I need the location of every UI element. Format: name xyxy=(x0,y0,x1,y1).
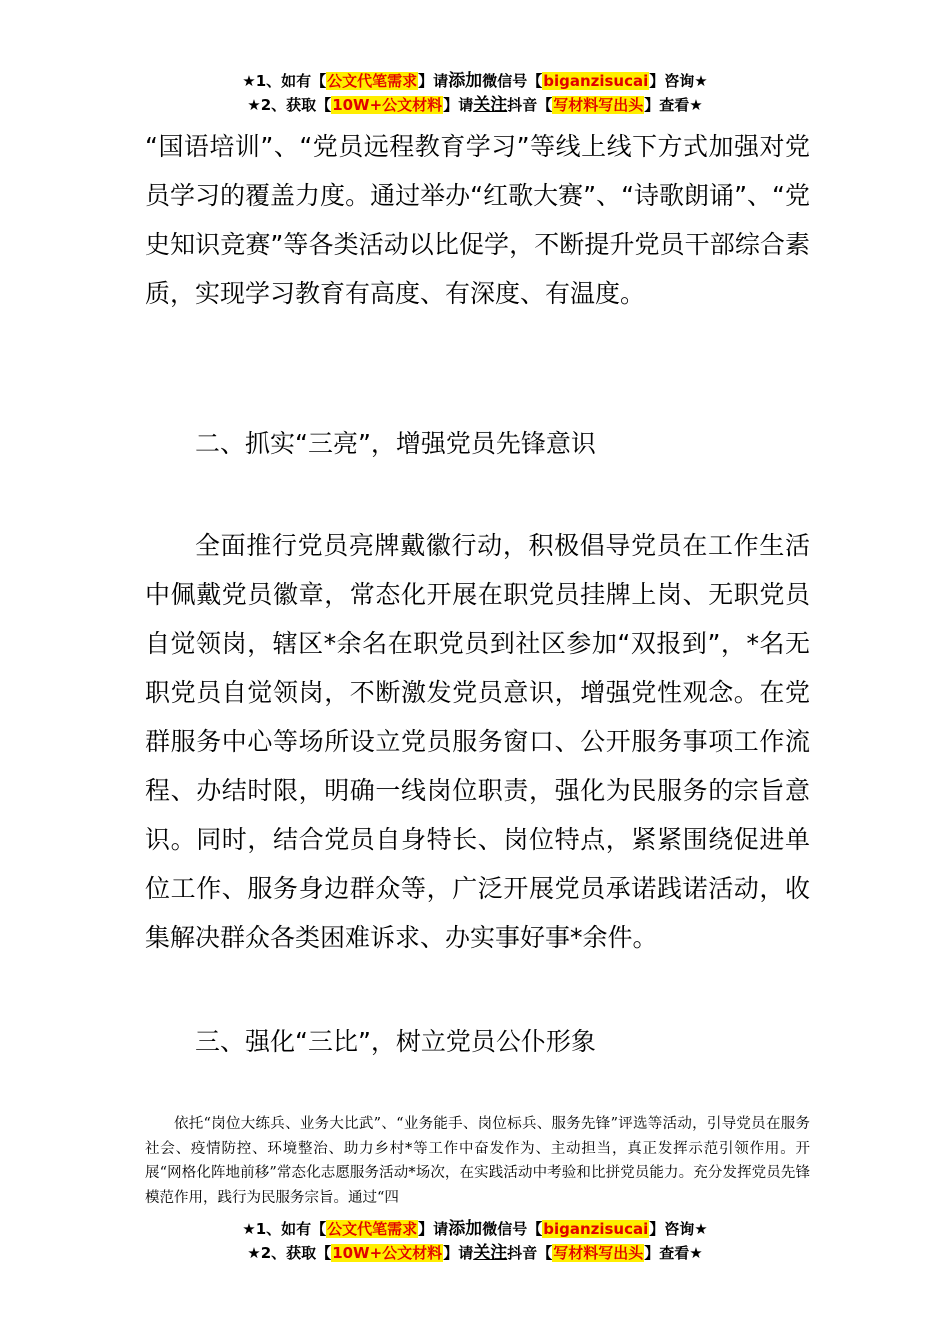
promo-emphasis: 添加 xyxy=(448,1219,483,1239)
promo-text: 抖音【 xyxy=(507,1244,553,1262)
section-heading-3: 三、强化“三比”，树立党员公仆形象 xyxy=(195,1027,596,1056)
promo-text: ★1、如有【 xyxy=(242,1220,327,1238)
promo-highlight: 10W+公文材料 xyxy=(332,96,443,114)
promo-text: 】请 xyxy=(443,96,474,114)
promo-line-2 xyxy=(0,94,950,118)
promo-highlight: 公文代笔需求 xyxy=(327,72,418,90)
promo-text: ★2、获取【 xyxy=(247,96,332,114)
promo-text: ★1、如有【 xyxy=(242,72,327,90)
promo-text: 】请 xyxy=(418,72,449,90)
promo-banner-top xyxy=(0,70,950,118)
promo-text: 】请 xyxy=(443,1244,474,1262)
promo-line-1 xyxy=(0,1218,950,1242)
promo-text: 】咨询★ xyxy=(649,72,708,90)
promo-text: 】请 xyxy=(418,1220,449,1238)
promo-line-2 xyxy=(0,1242,950,1266)
promo-highlight: 10W+公文材料 xyxy=(332,1244,443,1262)
promo-text: 微信号【 xyxy=(482,72,543,90)
promo-text: ★2、获取【 xyxy=(247,1244,332,1262)
promo-highlight: 写材料写出头 xyxy=(553,1244,644,1262)
promo-highlight: 公文代笔需求 xyxy=(327,1220,418,1238)
body-paragraph-1: “国语培训”、“党员远程教育学习”等线上线下方式加强对党员学习的覆盖力度。通过举办“红歌大赛”、“诗歌朗诵”、“党史知识竞赛”等各类活动以比促学，不断提升党员干部综合素质，实现学习教育有高度、有深度、有温度。 xyxy=(145,132,810,308)
promo-wechat-id: biganzisucai xyxy=(543,72,649,90)
section-heading-2: 二、抓实“三亮”，增强党员先锋意识 xyxy=(195,429,596,458)
promo-emphasis: 添加 xyxy=(448,71,483,91)
promo-emphasis: 关注 xyxy=(473,1243,508,1263)
promo-text: 】查看★ xyxy=(644,1244,703,1262)
body-paragraph-3: 依托“岗位大练兵、业务大比武”、“业务能手、岗位标兵、服务先锋”评选等活动，引导党员在服务社会、疫情防控、环境整治、助力乡村*等工作中奋发作为、主动担当，真正发挥示范引领作用。开展“网格化阵地前移”常态化志愿服务活动*场次，在实践活动中考验和比拼党员能力。充分发挥党员先锋模范作用，践行为民服务宗旨。通过“四 xyxy=(145,1116,810,1206)
promo-text: 】查看★ xyxy=(644,96,703,114)
body-paragraph-2: 全面推行党员亮牌戴徽行动，积极倡导党员在工作生活中佩戴党员徽章，常态化开展在职党员挂牌上岗、无职党员自觉领岗，辖区*余名在职党员到社区参加“双报到”，*名无职党员自觉领岗，不断激发党员意识，增强党性观念。在党群服务中心等场所设立党员服务窗口、公开服务事项工作流程、办结时限，明确一线岗位职责，强化为民服务的宗旨意识。同时，结合党员自身特长、岗位特点，紧紧围绕促进单位工作、服务身边群众等，广泛开展党员承诺践诺活动，收集解决群众各类困难诉求、办实事好事*余件。 xyxy=(145,531,810,952)
promo-text: 微信号【 xyxy=(482,1220,543,1238)
promo-wechat-id: biganzisucai xyxy=(543,1220,649,1238)
promo-text: 抖音【 xyxy=(507,96,553,114)
promo-banner-bottom xyxy=(0,1218,950,1266)
promo-text: 】咨询★ xyxy=(649,1220,708,1238)
promo-line-1 xyxy=(0,70,950,94)
promo-highlight: 写材料写出头 xyxy=(553,96,644,114)
promo-emphasis: 关注 xyxy=(473,95,508,115)
